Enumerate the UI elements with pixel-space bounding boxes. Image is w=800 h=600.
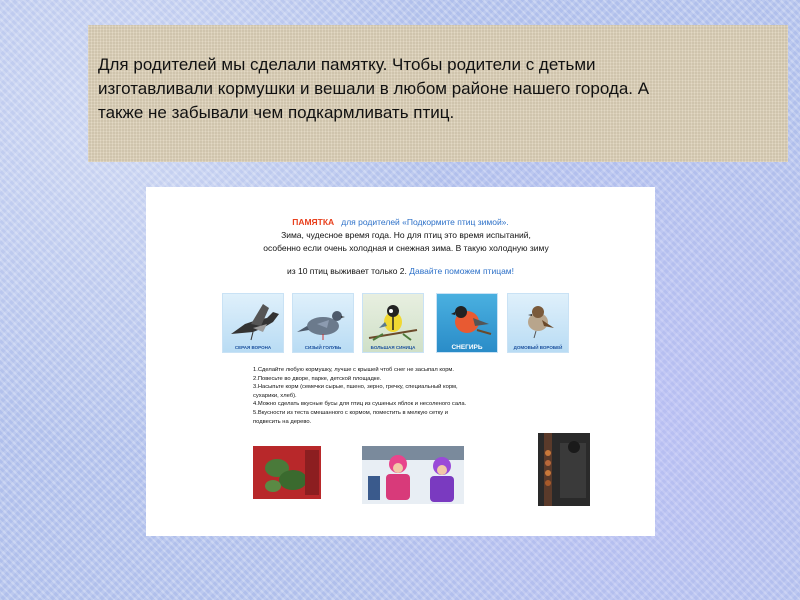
memo-title-blue: для родителей «Подкормите птиц зимой». bbox=[341, 217, 509, 227]
memo-title-red: ПАМЯТКА bbox=[292, 217, 335, 227]
info-note bbox=[88, 25, 788, 162]
tip-line-7: подвесить на дерево. bbox=[253, 418, 312, 425]
note-line-3: также не забывали чем подкармливать птиц. bbox=[98, 103, 455, 122]
bird-caption-sparrow: ДОМОВЫЙ ВОРОБЕЙ bbox=[513, 345, 563, 350]
tip-line-6: 5.Вкусности из теста смешанного с кормом, поместить в мелкую сетку и bbox=[253, 409, 449, 416]
memo-help-text: Давайте поможем птицам! bbox=[409, 266, 515, 276]
tips-list bbox=[253, 366, 553, 426]
bird-caption-pigeon: СИЗЫЙ ГОЛУБЬ bbox=[304, 345, 342, 350]
bird-card-bullfinch bbox=[436, 293, 498, 353]
pigeon-icon bbox=[293, 294, 353, 352]
memo-intro bbox=[216, 229, 596, 254]
bird-caption-tit: БОЛЬШАЯ СИНИЦА bbox=[370, 345, 416, 350]
tip-line-1: 1.Сделайте любую кормушку, лучше с крышей чтоб снег не засыпал корм. bbox=[253, 367, 455, 373]
memo-title bbox=[146, 217, 655, 227]
tip-line-3: 3.Насыпьте корм (семечки сырые, пшено, зерно, гречку, специальный корм, bbox=[253, 384, 458, 391]
memo-sheet bbox=[146, 187, 655, 536]
bird-card-tit bbox=[362, 293, 424, 353]
memo-subtitle bbox=[146, 266, 655, 276]
tit-icon bbox=[363, 294, 423, 352]
tip-line-5: 4.Можно сделать вкусные бусы для птиц из сушеных яблок и несоленого сала. bbox=[253, 401, 467, 408]
bird-caption-crow: СЕРАЯ ВОРОНА bbox=[234, 345, 272, 350]
crow-icon bbox=[223, 294, 283, 352]
memo-intro-line-2: особенно если очень холодная и снежная зима. В такую холодную зиму bbox=[263, 242, 549, 253]
bird-caption-bullfinch: СНЕГИРЬ bbox=[451, 344, 483, 351]
tip-line-4: сухарики, хлеб). bbox=[253, 392, 297, 399]
photo-tree-feeder bbox=[538, 433, 590, 506]
bird-card-pigeon bbox=[292, 293, 354, 353]
memo-intro-line-1: Зима, чудесное время года. Но для птиц это время испытаний, bbox=[281, 230, 531, 240]
photo-feeder bbox=[253, 446, 321, 499]
bird-card-crow bbox=[222, 293, 284, 353]
memo-survive-text: из 10 птиц выживает только 2. bbox=[286, 266, 407, 276]
bird-card-sparrow bbox=[507, 293, 569, 353]
note-line-2: изготавливали кормушки и вешали в любом районе нашего города. А bbox=[98, 79, 650, 98]
note-line-1: Для родителей мы сделали памятку. Чтобы родители с детьми bbox=[98, 55, 596, 74]
photo-children bbox=[362, 446, 464, 504]
tip-line-2: 2.Повесьте во дворе, парке, детской площадке. bbox=[253, 375, 382, 382]
sparrow-icon bbox=[508, 294, 568, 352]
